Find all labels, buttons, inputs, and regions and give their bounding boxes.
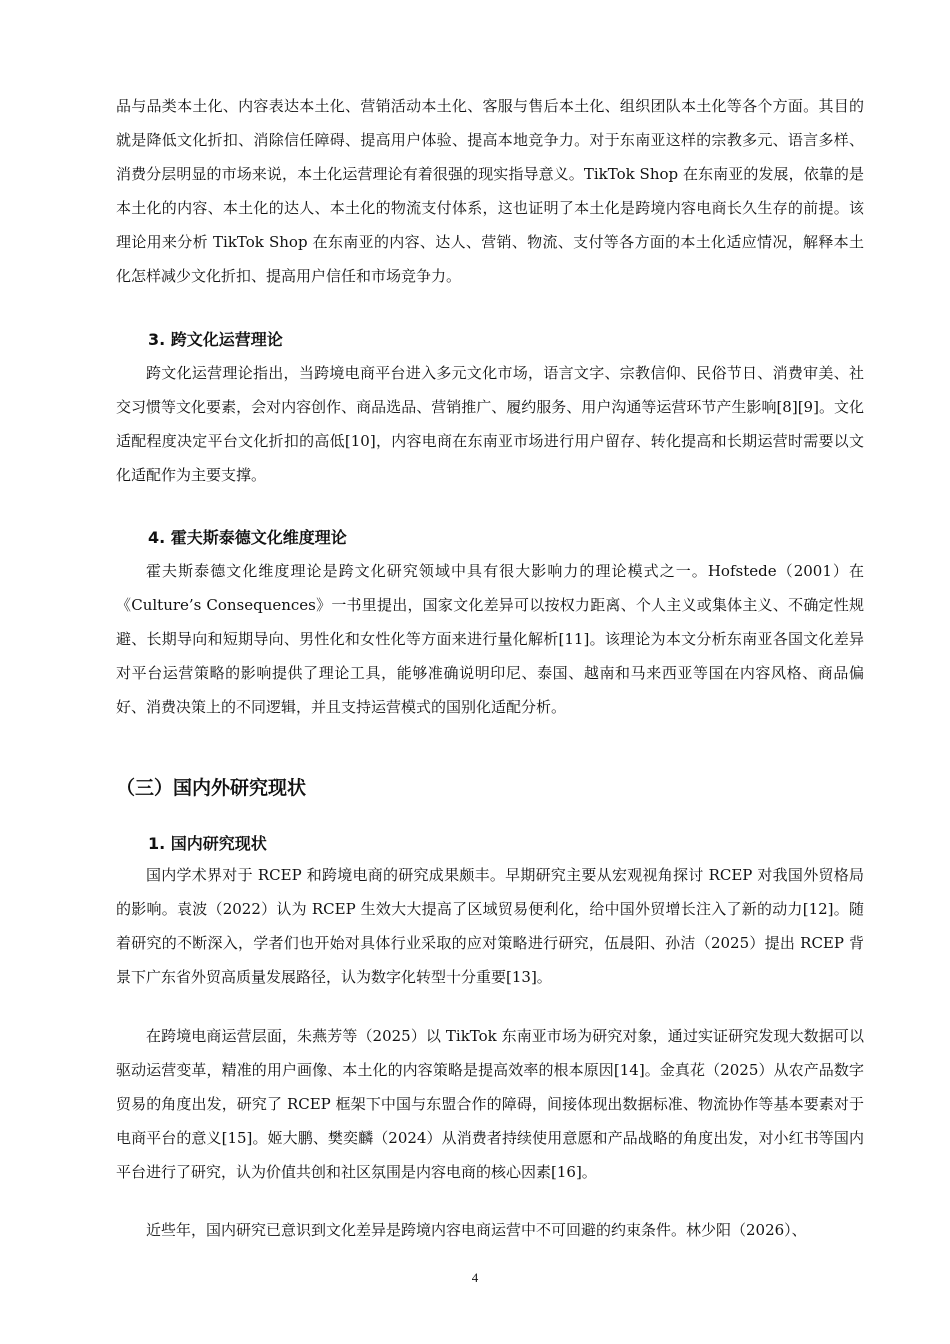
paragraph-domestic-rcep: 国内学术界对于 RCEP 和跨境电商的研究成果颇丰。早期研究主要从宏观视角探讨 RCEP 对我国外贸格局的影响。袁波（2022）认为 RCEP 生效大大提高了区域贸易便利化，给中国外贸增长注入了新的动力[12]。随着研究的不断深入，学者们也开始对具体行业采取的应对策略进行研究，伍晨阳、孙洁（2025）提出 RCEP 背景下广东省外贸高质量发展路径，认为数字化转型十分重要[13]。 bbox=[116, 866, 864, 986]
paragraph-localization-theory: 品与品类本土化、内容表达本土化、营销活动本土化、客服与售后本土化、组织团队本土化等各个方面。其目的就是降低文化折扣、消除信任障碍、提高用户体验、提高本地竞争力。对于东南亚这样的宗教多元、语言多样、消费分层明显的市场来说，本土化运营理论有着很强的现实指导意义。TikTok Shop 在东南亚的发展，依靠的是本土化的内容、本土化的达人、本土化的物流支付体系，这也证明了本土化是跨境内容电商长久生存的前提。该理论用来分析 TikTok Shop 在东南亚的内容、达人、营销、物流、支付等各方面的本土化适应情况，解释本土化怎样减少文化折扣、提高用户信任和市场竞争力。 bbox=[116, 97, 864, 285]
page-number: 4 bbox=[471, 1270, 479, 1285]
heading-hofstede-theory: 4. 霍夫斯泰德文化维度理论 bbox=[148, 528, 347, 547]
paragraph-domestic-operations: 在跨境电商运营层面，朱燕芳等（2025）以 TikTok 东南亚市场为研究对象，通过实证研究发现大数据可以驱动运营变革，精准的用户画像、本土化的内容策略是提高效率的根本原因[14]。金真花（2025）从农产品数字贸易的角度出发，研究了 RCEP 框架下中国与东盟合作的障碍，间接体现出数据标准、物流协作等基本要素对于电商平台的意义[15]。姬大鹏、樊奕麟（2024）从消费者持续使用意愿和产品战略的角度出发，对小红书等国内平台进行了研究，认为价值共创和社区氛围是内容电商的核心因素[16]。 bbox=[116, 1027, 864, 1181]
paragraph-domestic-culture: 近些年，国内研究已意识到文化差异是跨境内容电商运营中不可回避的约束条件。林少阳（2026）、 bbox=[146, 1221, 807, 1239]
paragraph-hofstede-theory: 霍夫斯泰德文化维度理论是跨文化研究领域中具有很大影响力的理论模式之一。Hofstede（2001）在《Culture’s Consequences》一书里提出，国家文化差异可以按权力距离、个人主义或集体主义、不确定性规避、长期导向和短期导向、男性化和女性化等方面来进行量化解析[11]。该理论为本文分析东南亚各国文化差异对平台运营策略的影响提供了理论工具，能够准确说明印尼、泰国、越南和马来西亚等国在内容风格、商品偏好、消费决策上的不同逻辑，并且支持运营模式的国别化适配分析。 bbox=[116, 562, 864, 716]
heading-cross-cultural-theory: 3. 跨文化运营理论 bbox=[148, 330, 283, 349]
heading-research-status: （三）国内外研究现状 bbox=[116, 777, 307, 799]
heading-domestic-research: 1. 国内研究现状 bbox=[148, 834, 267, 853]
paragraph-cross-cultural-theory: 跨文化运营理论指出，当跨境电商平台进入多元文化市场，语言文字、宗教信仰、民俗节日、消费审美、社交习惯等文化要素，会对内容创作、商品选品、营销推广、履约服务、用户沟通等运营环节产生影响[8][9]。文化适配程度决定平台文化折扣的高低[10]，内容电商在东南亚市场进行用户留存、转化提高和长期运营时需要以文化适配作为主要支撑。 bbox=[116, 364, 864, 484]
